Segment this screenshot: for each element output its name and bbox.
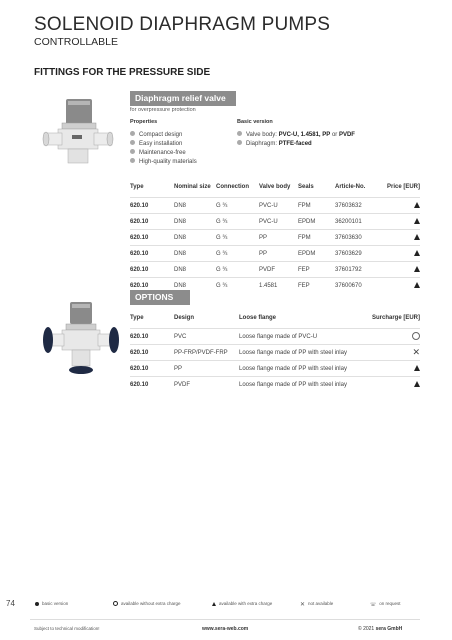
cell-price (382, 230, 420, 246)
cell-surcharge (359, 377, 420, 393)
brand-name: sera GmbH (375, 626, 403, 632)
cell-type: 620.10 (130, 278, 174, 294)
cell-loose-flange: Loose flange made of PP with steel inlay (239, 345, 359, 361)
cell-price (382, 262, 420, 278)
cell-seals: FPM (298, 198, 335, 214)
cell-price (382, 198, 420, 214)
legend-no-charge (113, 601, 181, 606)
copyright-text: © 2021 (358, 626, 376, 632)
relief-valve-description: for overpressure protection (130, 107, 196, 113)
no-charge-icon (412, 332, 420, 340)
page-title: SOLENOID DIAPHRAGM PUMPS (34, 14, 331, 35)
property-text: Compact design (139, 132, 183, 138)
property-text: Maintenance-free (139, 150, 186, 156)
cell-type: 620.10 (130, 198, 174, 214)
cell-article-no: 37603632 (335, 198, 382, 214)
cell-seals: FEP (298, 262, 335, 278)
cell-type: 620.10 (130, 329, 174, 345)
cell-article-no: 37600670 (335, 278, 382, 294)
cell-valve-body: PP (259, 246, 298, 262)
table-row (130, 262, 420, 278)
legend-text: available with extra charge (219, 601, 273, 606)
cell-connection: G ¾ (216, 262, 259, 278)
cell-article-no: 37603629 (335, 246, 382, 262)
cell-type: 620.10 (130, 377, 174, 393)
basic-connector: or (330, 132, 339, 138)
technical-note: Subject to technical modification! (34, 626, 100, 631)
copyright (358, 626, 402, 632)
bullet-icon (130, 140, 135, 145)
cell-article-no: 37601792 (335, 262, 382, 278)
relief-valve-banner: Diaphragm relief valve (130, 91, 236, 106)
property-text: High-quality materials (139, 159, 197, 165)
table-row (130, 246, 420, 262)
section-title: FITTINGS FOR THE PRESSURE SIDE (34, 67, 211, 78)
cell-valve-body: PVC-U (259, 214, 298, 230)
property-text: Easy installation (139, 141, 183, 147)
basic-version-heading: Basic version (237, 119, 273, 125)
property-item (130, 140, 182, 147)
cell-surcharge (359, 345, 420, 361)
col-connection: Connection (216, 184, 249, 190)
cell-seals: EPDM (298, 214, 335, 230)
col-nominal-size: Nominal size (174, 184, 211, 190)
col-type: Type (130, 315, 144, 321)
cell-connection: G ¾ (216, 230, 259, 246)
cell-nominal-size: DN8 (174, 246, 216, 262)
table-row (130, 361, 420, 377)
options-table (130, 315, 420, 392)
cell-connection: G ¾ (216, 246, 259, 262)
cell-valve-body: PVDF (259, 262, 298, 278)
cell-article-no: 36200101 (335, 214, 382, 230)
property-item (130, 158, 197, 165)
bullet-icon (237, 140, 242, 145)
cell-type: 620.10 (130, 361, 174, 377)
extra-charge-icon (414, 202, 420, 208)
table-row (130, 230, 420, 246)
col-valve-body: Valve body (259, 184, 291, 190)
cell-valve-body: PP (259, 230, 298, 246)
table-row (130, 345, 420, 361)
bullet-icon (130, 149, 135, 154)
bullet-icon (130, 131, 135, 136)
basic-label: Diaphragm: (246, 141, 279, 147)
page-subtitle: CONTROLLABLE (34, 36, 119, 48)
cell-valve-body: 1.4581 (259, 278, 298, 294)
cell-nominal-size: DN8 (174, 262, 216, 278)
col-article-no: Article-No. (335, 184, 366, 190)
cell-nominal-size: DN8 (174, 278, 216, 294)
cell-type: 620.10 (130, 345, 174, 361)
cell-nominal-size: DN8 (174, 214, 216, 230)
properties-heading: Properties (130, 119, 158, 125)
cell-design: PVDF (174, 377, 239, 393)
extra-charge-icon (414, 250, 420, 256)
cell-design: PVC (174, 329, 239, 345)
cell-valve-body: PVC-U (259, 198, 298, 214)
basic-label: Valve body: (246, 132, 279, 138)
footer-divider (30, 619, 420, 620)
legend-text: available without extra charge (121, 601, 181, 606)
extra-charge-icon (414, 234, 420, 240)
cell-type: 620.10 (130, 230, 174, 246)
extra-charge-icon (414, 218, 420, 224)
table-row (130, 198, 420, 214)
cell-surcharge (359, 329, 420, 345)
table-row (130, 329, 420, 345)
cell-connection: G ¾ (216, 278, 259, 294)
options-banner: OPTIONS (130, 290, 190, 305)
triangle-icon (212, 602, 216, 606)
legend-text: basic version (42, 601, 69, 606)
extra-charge-icon (414, 381, 420, 387)
col-type: Type (130, 184, 144, 190)
cell-design: PP-FRP/PVDF-FRP (174, 345, 239, 361)
basic-value: PVDF (338, 132, 355, 138)
extra-charge-icon (414, 282, 420, 288)
cell-loose-flange: Loose flange made of PP with steel inlay (239, 377, 359, 393)
cell-connection: G ¾ (216, 214, 259, 230)
cell-type: 620.10 (130, 262, 174, 278)
legend-on-request (370, 601, 401, 608)
basic-item (237, 131, 355, 138)
property-item (130, 131, 182, 138)
cell-nominal-size: DN8 (174, 198, 216, 214)
property-item (130, 149, 186, 156)
legend-basic (35, 601, 68, 606)
basic-value: PVC-U, 1.4581, PP (278, 132, 331, 138)
table-header-row (130, 184, 420, 198)
phone-icon: ☏ (370, 602, 377, 608)
table-row (130, 377, 420, 393)
col-design: Design (174, 315, 195, 321)
legend-text: not available (308, 601, 334, 606)
col-seals: Seals (298, 184, 314, 190)
cell-price (382, 246, 420, 262)
legend-extra-charge (212, 601, 272, 606)
col-price: Price [EUR] (386, 184, 420, 190)
options-flange-image (40, 300, 120, 380)
cell-loose-flange: Loose flange made of PP with steel inlay (239, 361, 359, 377)
legend-text: on request (379, 601, 401, 606)
table-header-row (130, 315, 420, 329)
bullet-icon (237, 131, 242, 136)
half-circle-icon (113, 601, 118, 606)
cell-surcharge (359, 361, 420, 377)
not-available-icon: ✕ (412, 346, 420, 357)
bullet-icon (130, 158, 135, 163)
extra-charge-icon (414, 365, 420, 371)
cross-icon: ✕ (300, 602, 306, 608)
page-number: 74 (6, 599, 15, 608)
filled-circle-icon (35, 602, 39, 606)
basic-value: PTFE-faced (278, 141, 312, 147)
cell-seals: EPDM (298, 246, 335, 262)
website-link[interactable]: www.sera-web.com (202, 626, 249, 632)
cell-seals: FPM (298, 230, 335, 246)
extra-charge-icon (414, 266, 420, 272)
basic-item (237, 140, 312, 147)
col-loose-flange: Loose flange (239, 315, 277, 321)
cell-type: 620.10 (130, 214, 174, 230)
col-surcharge: Surcharge [EUR] (371, 315, 420, 321)
cell-price (382, 278, 420, 294)
legend-not-available (300, 601, 333, 607)
cell-seals: FEP (298, 278, 335, 294)
cell-nominal-size: DN8 (174, 230, 216, 246)
cell-type: 620.10 (130, 246, 174, 262)
cell-loose-flange: Loose flange made of PVC-U (239, 329, 359, 345)
cell-article-no: 37603630 (335, 230, 382, 246)
relief-valve-image (38, 95, 118, 175)
cell-price (382, 214, 420, 230)
cell-connection: G ¾ (216, 198, 259, 214)
cell-design: PP (174, 361, 239, 377)
relief-valve-table (130, 184, 420, 293)
table-row (130, 214, 420, 230)
